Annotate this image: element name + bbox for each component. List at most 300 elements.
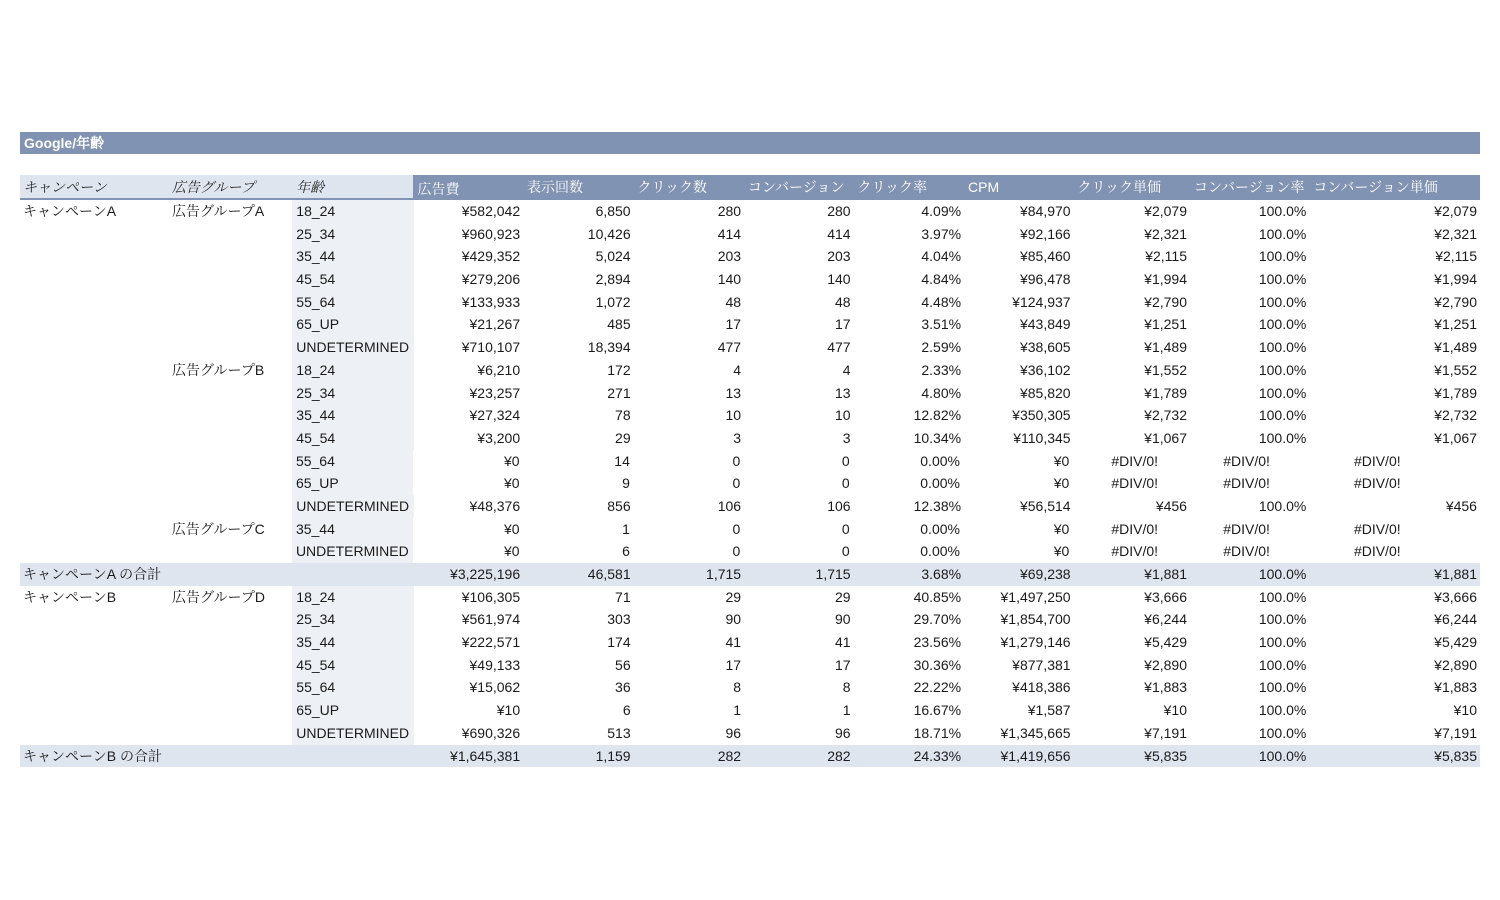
impressions-cell[interactable]: 6 xyxy=(622,543,630,560)
cpc-cell[interactable]: #DIV/0! xyxy=(1111,543,1159,560)
campaign-cell[interactable] xyxy=(20,518,168,541)
ad-group-cell[interactable] xyxy=(168,291,292,314)
ad-group-cell[interactable] xyxy=(168,699,292,722)
impressions-cell[interactable]: 6 xyxy=(622,702,631,719)
conversions-cell[interactable]: 1 xyxy=(842,702,851,719)
age-cell[interactable]: 25_34 xyxy=(292,608,413,631)
campaign-cell[interactable] xyxy=(20,676,168,699)
impressions-cell[interactable]: 303 xyxy=(607,611,631,628)
cost-cell[interactable]: ¥960,923 xyxy=(461,225,521,242)
clicks-cell[interactable]: 1,715 xyxy=(706,566,742,582)
cost-cell[interactable]: ¥106,305 xyxy=(461,588,521,605)
clicks-cell[interactable]: 282 xyxy=(717,747,742,764)
campaign-cell[interactable] xyxy=(20,450,168,473)
ad-group-cell[interactable]: 広告グループC xyxy=(171,520,265,537)
cost-cell[interactable]: ¥279,206 xyxy=(461,271,521,288)
clicks-cell[interactable]: 0 xyxy=(732,543,741,560)
clicks-cell[interactable]: 477 xyxy=(717,339,742,356)
header-cpc[interactable]: クリック単価 xyxy=(1074,175,1190,200)
impressions-cell[interactable]: 78 xyxy=(615,407,631,424)
header-age[interactable]: 年齢 xyxy=(292,175,413,200)
cpa-cell[interactable]: ¥1,789 xyxy=(1434,384,1477,401)
clicks-cell[interactable]: 29 xyxy=(725,588,742,605)
conversions-cell[interactable]: 0 xyxy=(841,475,850,492)
conversions-cell[interactable]: 280 xyxy=(827,203,851,219)
cvr-cell[interactable]: #DIV/0! xyxy=(1223,475,1270,492)
header-cpm[interactable]: CPM xyxy=(964,175,1074,200)
cvr-cell[interactable]: 100.0% xyxy=(1258,656,1307,673)
cpm-cell[interactable]: ¥350,305 xyxy=(1012,407,1071,424)
header-cvr[interactable]: コンバージョン率 xyxy=(1190,175,1309,200)
cvr-cell[interactable]: 100.0% xyxy=(1258,611,1307,628)
cpc-cell[interactable]: ¥1,789 xyxy=(1144,384,1187,401)
campaign-cell[interactable] xyxy=(20,699,168,722)
conversions-cell[interactable]: 41 xyxy=(835,634,851,651)
cost-cell[interactable]: ¥15,062 xyxy=(469,679,521,696)
cost-cell[interactable]: ¥27,324 xyxy=(469,407,521,424)
cpm-cell[interactable]: ¥96,478 xyxy=(1019,271,1071,288)
cpm-cell[interactable]: ¥0 xyxy=(1053,475,1070,492)
impressions-cell[interactable]: 856 xyxy=(607,497,631,514)
ctr-cell[interactable]: 3.68% xyxy=(921,566,962,582)
impressions-cell[interactable]: 174 xyxy=(607,634,631,651)
header-cost[interactable]: 広告費 xyxy=(413,175,523,200)
cpc-cell[interactable]: ¥10 xyxy=(1163,702,1187,719)
cpc-cell[interactable]: ¥2,079 xyxy=(1144,203,1187,219)
cost-cell[interactable]: ¥561,974 xyxy=(461,611,521,628)
campaign-cell[interactable] xyxy=(20,540,168,563)
ad-group-cell[interactable] xyxy=(168,631,292,654)
ctr-cell[interactable]: 23.56% xyxy=(913,634,962,651)
impressions-cell[interactable]: 10,426 xyxy=(587,225,631,242)
conversions-cell[interactable]: 0 xyxy=(841,520,850,537)
clicks-cell[interactable]: 48 xyxy=(725,293,742,310)
cpa-cell[interactable]: ¥2,321 xyxy=(1434,225,1477,242)
cvr-cell[interactable]: 100.0% xyxy=(1258,384,1307,401)
ctr-cell[interactable]: 0.00% xyxy=(920,475,960,492)
age-cell[interactable]: 35_44 xyxy=(292,631,413,654)
conversions-cell[interactable]: 4 xyxy=(842,361,851,378)
cpc-cell[interactable]: ¥1,883 xyxy=(1144,679,1187,696)
clicks-cell[interactable]: 1 xyxy=(733,702,742,719)
cvr-cell[interactable]: 100.0% xyxy=(1258,679,1307,696)
cpc-cell[interactable]: ¥1,251 xyxy=(1144,316,1187,333)
cvr-cell[interactable]: 100.0% xyxy=(1258,225,1307,242)
cvr-cell[interactable]: 100.0% xyxy=(1258,429,1307,446)
cost-cell[interactable]: ¥0 xyxy=(503,543,520,560)
age-cell[interactable] xyxy=(292,563,413,586)
ad-group-cell[interactable] xyxy=(168,745,292,768)
cvr-cell[interactable]: #DIV/0! xyxy=(1223,520,1270,537)
clicks-cell[interactable]: 17 xyxy=(725,656,742,673)
campaign-cell[interactable] xyxy=(20,722,168,745)
age-cell[interactable]: 65_UP xyxy=(292,699,413,722)
cvr-cell[interactable]: 100.0% xyxy=(1258,588,1307,605)
clicks-cell[interactable]: 203 xyxy=(717,248,742,265)
clicks-cell[interactable]: 0 xyxy=(732,452,741,469)
age-cell[interactable]: 65_UP xyxy=(292,472,413,495)
cpc-cell[interactable]: ¥2,321 xyxy=(1144,225,1187,242)
clicks-cell[interactable]: 4 xyxy=(733,361,742,378)
campaign-cell[interactable] xyxy=(20,404,168,427)
cost-cell[interactable]: ¥21,267 xyxy=(469,316,521,333)
cpm-cell[interactable]: ¥56,514 xyxy=(1019,497,1071,514)
conversions-cell[interactable]: 106 xyxy=(827,497,851,514)
impressions-cell[interactable]: 485 xyxy=(607,316,631,333)
age-cell[interactable]: 18_24 xyxy=(292,586,413,609)
campaign-cell[interactable] xyxy=(20,608,168,631)
impressions-cell[interactable]: 271 xyxy=(607,384,631,401)
ctr-cell[interactable]: 4.48% xyxy=(921,293,962,310)
ctr-cell[interactable]: 4.09% xyxy=(921,203,962,219)
campaign-cell[interactable]: キャンペーンA xyxy=(23,203,117,219)
age-cell[interactable] xyxy=(292,745,413,768)
age-cell[interactable]: 55_64 xyxy=(292,291,413,314)
ctr-cell[interactable]: 30.36% xyxy=(913,656,962,673)
header-clicks[interactable]: クリック数 xyxy=(634,175,745,200)
cpm-cell[interactable]: ¥85,820 xyxy=(1019,384,1071,401)
age-cell[interactable]: UNDETERMINED xyxy=(292,495,413,518)
cpa-cell[interactable]: ¥1,994 xyxy=(1434,271,1477,288)
ctr-cell[interactable]: 12.82% xyxy=(913,407,962,424)
age-cell[interactable]: 45_54 xyxy=(292,654,413,677)
cvr-cell[interactable]: 100.0% xyxy=(1258,316,1307,333)
age-cell[interactable]: 45_54 xyxy=(292,427,413,450)
conversions-cell[interactable]: 203 xyxy=(827,248,851,265)
cpc-cell[interactable]: ¥2,115 xyxy=(1145,248,1187,265)
cost-cell[interactable]: ¥1,645,381 xyxy=(450,747,521,764)
cpc-cell[interactable]: ¥5,835 xyxy=(1144,747,1187,764)
cpm-cell[interactable]: ¥1,279,146 xyxy=(1000,634,1071,651)
cpa-cell[interactable]: ¥2,790 xyxy=(1434,293,1477,310)
ctr-cell[interactable]: 2.59% xyxy=(921,339,962,356)
campaign-cell[interactable]: キャンペーンB xyxy=(23,588,117,605)
cvr-cell[interactable]: 100.0% xyxy=(1258,747,1307,764)
ctr-cell[interactable]: 16.67% xyxy=(913,702,962,719)
cost-cell[interactable]: ¥48,376 xyxy=(469,497,521,514)
conversions-cell[interactable]: 17 xyxy=(835,656,851,673)
cost-cell[interactable]: ¥690,326 xyxy=(461,724,521,741)
campaign-cell[interactable] xyxy=(20,223,168,246)
conversions-cell[interactable]: 29 xyxy=(835,588,851,605)
campaign-cell[interactable] xyxy=(20,268,168,291)
age-cell[interactable]: UNDETERMINED xyxy=(292,540,413,563)
cpa-cell[interactable]: ¥1,489 xyxy=(1434,339,1477,356)
cpc-cell[interactable]: ¥2,890 xyxy=(1144,656,1187,673)
ctr-cell[interactable]: 24.33% xyxy=(913,747,962,764)
impressions-cell[interactable]: 1 xyxy=(622,520,630,537)
cpc-cell[interactable]: ¥1,489 xyxy=(1144,339,1187,356)
ctr-cell[interactable]: 12.38% xyxy=(913,497,962,514)
ctr-cell[interactable]: 2.33% xyxy=(921,361,962,378)
cost-cell[interactable]: ¥6,210 xyxy=(477,361,521,378)
impressions-cell[interactable]: 71 xyxy=(615,588,631,605)
ctr-cell[interactable]: 4.84% xyxy=(921,271,962,288)
campaign-cell[interactable] xyxy=(20,291,168,314)
cvr-cell[interactable]: 100.0% xyxy=(1258,361,1307,378)
ctr-cell[interactable]: 4.04% xyxy=(921,248,962,265)
impressions-cell[interactable]: 56 xyxy=(615,656,631,673)
impressions-cell[interactable]: 9 xyxy=(622,475,630,492)
cpm-cell[interactable]: ¥0 xyxy=(1053,520,1070,537)
campaign-cell[interactable] xyxy=(20,427,168,450)
clicks-cell[interactable]: 8 xyxy=(733,679,742,696)
campaign-cell[interactable] xyxy=(20,472,168,495)
header-campaign[interactable]: キャンペーン xyxy=(20,175,168,200)
cpa-cell[interactable]: ¥2,732 xyxy=(1434,407,1477,424)
impressions-cell[interactable]: 172 xyxy=(607,361,631,378)
cvr-cell[interactable]: 100.0% xyxy=(1258,724,1307,741)
cost-cell[interactable]: ¥3,225,196 xyxy=(450,566,521,582)
clicks-cell[interactable]: 10 xyxy=(725,407,742,424)
cost-cell[interactable]: ¥0 xyxy=(503,520,520,537)
cpa-cell[interactable]: ¥456 xyxy=(1445,497,1477,514)
conversions-cell[interactable]: 477 xyxy=(827,339,851,356)
age-cell[interactable]: 25_34 xyxy=(292,223,413,246)
clicks-cell[interactable]: 17 xyxy=(725,316,742,333)
header-conversions[interactable]: コンバージョン xyxy=(744,175,854,200)
conversions-cell[interactable]: 96 xyxy=(835,724,851,741)
age-cell[interactable]: 35_44 xyxy=(292,245,413,268)
cpa-cell[interactable]: #DIV/0! xyxy=(1353,452,1401,469)
ad-group-cell[interactable]: 広告グループD xyxy=(171,588,265,605)
cpm-cell[interactable]: ¥38,605 xyxy=(1019,339,1071,356)
cost-cell[interactable]: ¥133,933 xyxy=(461,293,521,310)
header-impressions[interactable]: 表示回数 xyxy=(523,175,634,200)
impressions-cell[interactable]: 14 xyxy=(614,452,630,469)
header-ctr[interactable]: クリック率 xyxy=(854,175,965,200)
impressions-cell[interactable]: 18,394 xyxy=(587,339,631,356)
ctr-cell[interactable]: 29.70% xyxy=(913,611,962,628)
cpa-cell[interactable]: ¥3,666 xyxy=(1434,588,1477,605)
conversions-cell[interactable]: 140 xyxy=(827,271,851,288)
cpc-cell[interactable]: ¥2,790 xyxy=(1144,293,1187,310)
cpc-cell[interactable]: #DIV/0! xyxy=(1111,520,1159,537)
age-cell[interactable]: 35_44 xyxy=(292,404,413,427)
cpa-cell[interactable]: ¥1,881 xyxy=(1434,566,1477,582)
ad-group-cell[interactable] xyxy=(168,608,292,631)
impressions-cell[interactable]: 46,581 xyxy=(587,566,631,582)
campaign-cell[interactable] xyxy=(20,359,168,382)
cost-cell[interactable]: ¥10 xyxy=(496,702,521,719)
ad-group-cell[interactable] xyxy=(168,654,292,677)
ctr-cell[interactable]: 40.85% xyxy=(913,588,962,605)
ad-group-cell[interactable] xyxy=(168,245,292,268)
clicks-cell[interactable]: 280 xyxy=(717,203,742,219)
ad-group-cell[interactable] xyxy=(168,313,292,336)
clicks-cell[interactable]: 96 xyxy=(725,724,742,741)
cpa-cell[interactable]: ¥2,079 xyxy=(1434,203,1477,219)
ctr-cell[interactable]: 18.71% xyxy=(913,724,962,741)
conversions-cell[interactable]: 3 xyxy=(842,429,851,446)
cpm-cell[interactable]: ¥110,345 xyxy=(1013,429,1071,446)
cpm-cell[interactable]: ¥418,386 xyxy=(1012,679,1071,696)
cpa-cell[interactable]: ¥2,890 xyxy=(1434,656,1477,673)
clicks-cell[interactable]: 0 xyxy=(732,520,741,537)
clicks-cell[interactable]: 140 xyxy=(717,271,742,288)
conversions-cell[interactable]: 48 xyxy=(835,293,851,310)
header-ad-group[interactable]: 広告グループ xyxy=(168,175,292,200)
cpa-cell[interactable]: ¥1,251 xyxy=(1434,316,1477,333)
cost-cell[interactable]: ¥23,257 xyxy=(469,384,521,401)
cpm-cell[interactable]: ¥92,166 xyxy=(1019,225,1071,242)
clicks-cell[interactable]: 90 xyxy=(725,611,742,628)
conversions-cell[interactable]: 0 xyxy=(841,543,850,560)
impressions-cell[interactable]: 29 xyxy=(615,429,631,446)
campaign-cell[interactable]: キャンペーンB の合計 xyxy=(23,747,162,764)
ad-group-cell[interactable] xyxy=(168,382,292,405)
cpa-cell[interactable]: ¥10 xyxy=(1453,702,1477,719)
cvr-cell[interactable]: 100.0% xyxy=(1258,566,1307,582)
cpm-cell[interactable]: ¥1,419,656 xyxy=(1000,747,1071,764)
ctr-cell[interactable]: 3.51% xyxy=(921,316,962,333)
cpm-cell[interactable]: ¥124,937 xyxy=(1012,293,1071,310)
cpm-cell[interactable]: ¥877,381 xyxy=(1012,656,1071,673)
cpc-cell[interactable]: ¥1,067 xyxy=(1144,429,1187,446)
cpm-cell[interactable]: ¥1,587 xyxy=(1027,702,1071,719)
cpm-cell[interactable]: ¥36,102 xyxy=(1019,361,1071,378)
cvr-cell[interactable]: #DIV/0! xyxy=(1223,543,1270,560)
cpa-cell[interactable]: ¥1,883 xyxy=(1434,679,1477,696)
campaign-cell[interactable] xyxy=(20,245,168,268)
cost-cell[interactable]: ¥582,042 xyxy=(461,203,521,219)
age-cell[interactable]: 55_64 xyxy=(292,676,413,699)
clicks-cell[interactable]: 13 xyxy=(725,384,742,401)
cpa-cell[interactable]: #DIV/0! xyxy=(1353,520,1401,537)
ad-group-cell[interactable] xyxy=(168,472,292,495)
conversions-cell[interactable]: 17 xyxy=(835,316,851,333)
conversions-cell[interactable]: 0 xyxy=(841,452,850,469)
cvr-cell[interactable]: 100.0% xyxy=(1258,702,1307,719)
ad-group-cell[interactable] xyxy=(168,223,292,246)
clicks-cell[interactable]: 414 xyxy=(717,225,742,242)
ad-group-cell[interactable] xyxy=(168,495,292,518)
cvr-cell[interactable]: 100.0% xyxy=(1258,248,1307,265)
ctr-cell[interactable]: 4.80% xyxy=(921,384,962,401)
age-cell[interactable]: 25_34 xyxy=(292,382,413,405)
cvr-cell[interactable]: 100.0% xyxy=(1258,497,1307,514)
ctr-cell[interactable]: 0.00% xyxy=(920,520,960,537)
impressions-cell[interactable]: 1,072 xyxy=(595,293,631,310)
cpc-cell[interactable]: #DIV/0! xyxy=(1111,475,1159,492)
cvr-cell[interactable]: 100.0% xyxy=(1258,339,1307,356)
cpm-cell[interactable]: ¥43,849 xyxy=(1019,316,1071,333)
cpm-cell[interactable]: ¥1,497,250 xyxy=(1000,588,1071,605)
age-cell[interactable]: 18_24 xyxy=(292,359,413,382)
cpa-cell[interactable]: #DIV/0! xyxy=(1353,543,1401,560)
cpc-cell[interactable]: ¥1,994 xyxy=(1144,271,1187,288)
header-cpa[interactable]: コンバージョン単価 xyxy=(1309,175,1480,200)
cpa-cell[interactable]: #DIV/0! xyxy=(1353,475,1401,492)
conversions-cell[interactable]: 10 xyxy=(835,407,851,424)
cost-cell[interactable]: ¥222,571 xyxy=(461,634,521,651)
cpc-cell[interactable]: ¥2,732 xyxy=(1144,407,1187,424)
age-cell[interactable]: UNDETERMINED xyxy=(292,722,413,745)
ctr-cell[interactable]: 0.00% xyxy=(920,543,960,560)
campaign-cell[interactable] xyxy=(20,382,168,405)
ad-group-cell[interactable] xyxy=(168,540,292,563)
conversions-cell[interactable]: 282 xyxy=(827,747,851,764)
age-cell[interactable]: 55_64 xyxy=(292,450,413,473)
cvr-cell[interactable]: 100.0% xyxy=(1258,407,1307,424)
cost-cell[interactable]: ¥429,352 xyxy=(461,248,521,265)
ad-group-cell[interactable] xyxy=(168,563,292,586)
cost-cell[interactable]: ¥3,200 xyxy=(477,429,521,446)
cpc-cell[interactable]: ¥7,191 xyxy=(1144,724,1187,741)
cpa-cell[interactable]: ¥1,067 xyxy=(1434,429,1477,446)
cpm-cell[interactable]: ¥85,460 xyxy=(1019,248,1071,265)
impressions-cell[interactable]: 36 xyxy=(615,679,631,696)
cpa-cell[interactable]: ¥5,429 xyxy=(1434,634,1477,651)
cvr-cell[interactable]: 100.0% xyxy=(1258,293,1307,310)
age-cell[interactable]: 35_44 xyxy=(292,518,413,541)
cpc-cell[interactable]: ¥5,429 xyxy=(1144,634,1187,651)
cpm-cell[interactable]: ¥0 xyxy=(1053,543,1070,560)
conversions-cell[interactable]: 8 xyxy=(842,679,851,696)
clicks-cell[interactable]: 3 xyxy=(733,429,742,446)
impressions-cell[interactable]: 2,894 xyxy=(595,271,631,288)
campaign-cell[interactable] xyxy=(20,336,168,359)
age-cell[interactable]: UNDETERMINED xyxy=(292,336,413,359)
cvr-cell[interactable]: 100.0% xyxy=(1258,203,1307,219)
campaign-cell[interactable] xyxy=(20,495,168,518)
ad-group-cell[interactable] xyxy=(168,722,292,745)
cpa-cell[interactable]: ¥6,244 xyxy=(1434,611,1477,628)
clicks-cell[interactable]: 106 xyxy=(717,497,742,514)
ad-group-cell[interactable] xyxy=(168,450,292,473)
cpc-cell[interactable]: ¥3,666 xyxy=(1144,588,1187,605)
impressions-cell[interactable]: 5,024 xyxy=(595,248,631,265)
cost-cell[interactable]: ¥0 xyxy=(503,475,520,492)
ad-group-cell[interactable] xyxy=(168,427,292,450)
conversions-cell[interactable]: 90 xyxy=(835,611,851,628)
cpm-cell[interactable]: ¥84,970 xyxy=(1019,203,1071,219)
ctr-cell[interactable]: 22.22% xyxy=(913,679,962,696)
cpm-cell[interactable]: ¥69,238 xyxy=(1019,566,1071,582)
cpc-cell[interactable]: ¥6,244 xyxy=(1144,611,1187,628)
clicks-cell[interactable]: 0 xyxy=(732,475,741,492)
clicks-cell[interactable]: 41 xyxy=(725,634,742,651)
campaign-cell[interactable] xyxy=(20,654,168,677)
cpm-cell[interactable]: ¥1,345,665 xyxy=(1000,724,1071,741)
cvr-cell[interactable]: 100.0% xyxy=(1258,271,1307,288)
age-cell[interactable]: 65_UP xyxy=(292,313,413,336)
cvr-cell[interactable]: #DIV/0! xyxy=(1223,452,1270,469)
campaign-cell[interactable] xyxy=(20,631,168,654)
conversions-cell[interactable]: 414 xyxy=(827,225,851,242)
cost-cell[interactable]: ¥0 xyxy=(503,452,520,469)
ctr-cell[interactable]: 0.00% xyxy=(920,452,960,469)
conversions-cell[interactable]: 13 xyxy=(835,384,851,401)
cpa-cell[interactable]: ¥5,835 xyxy=(1434,747,1477,764)
ctr-cell[interactable]: 10.34% xyxy=(913,429,962,446)
cpa-cell[interactable]: ¥7,191 xyxy=(1434,724,1477,741)
cpc-cell[interactable]: ¥1,552 xyxy=(1144,361,1187,378)
impressions-cell[interactable]: 6,850 xyxy=(595,203,631,219)
ctr-cell[interactable]: 3.97% xyxy=(921,225,962,242)
ad-group-cell[interactable] xyxy=(168,268,292,291)
cpc-cell[interactable]: #DIV/0! xyxy=(1111,452,1159,469)
ad-group-cell[interactable]: 広告グループA xyxy=(171,203,265,219)
cost-cell[interactable]: ¥710,107 xyxy=(461,339,521,356)
ad-group-cell[interactable] xyxy=(168,336,292,359)
ad-group-cell[interactable] xyxy=(168,676,292,699)
campaign-cell[interactable]: キャンペーンA の合計 xyxy=(23,566,162,582)
conversions-cell[interactable]: 1,715 xyxy=(815,566,851,582)
cpa-cell[interactable]: ¥1,552 xyxy=(1434,361,1477,378)
impressions-cell[interactable]: 1,159 xyxy=(595,747,631,764)
cpa-cell[interactable]: ¥2,115 xyxy=(1435,248,1477,265)
